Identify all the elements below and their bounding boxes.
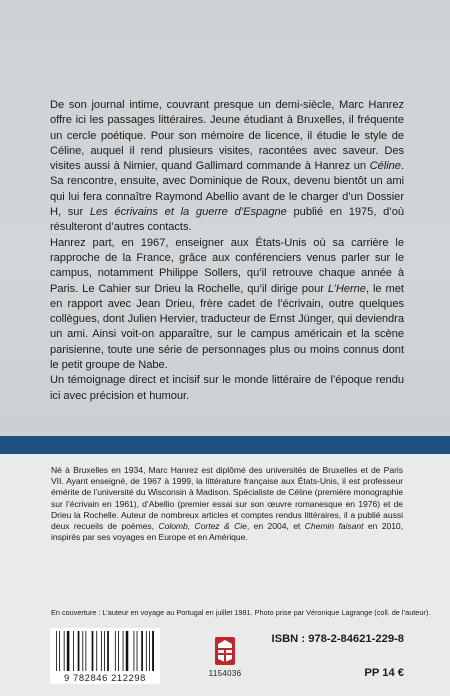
blue-divider-band	[0, 436, 450, 454]
publisher-code: 1154036	[208, 669, 242, 678]
barcode-bar	[123, 631, 124, 671]
blurb-text	[50, 98, 404, 404]
barcode-bar	[96, 631, 97, 671]
price-label: PP 14 €	[364, 667, 404, 679]
barcode-number: 9 782846 212298	[64, 672, 146, 683]
barcode-bars	[56, 631, 154, 673]
barcode	[50, 628, 160, 684]
barcode-bar	[67, 631, 70, 671]
publisher-logo	[201, 634, 249, 682]
barcode-bar	[137, 631, 138, 671]
text-run: . Sa rencontre, ensuite, avec Dominique de Roux, devenu bientôt un ami qui lui fera connaître Raymond Abellio avant de le charger d’un Dossier H, sur	[50, 160, 404, 219]
author-bio-text	[51, 465, 403, 543]
blurb-paragraph-1	[50, 98, 404, 236]
italic-title-text: Chemin faisant	[304, 521, 364, 532]
barcode-bar	[104, 631, 105, 671]
isbn-label: ISBN : 978-2-84621-229-8	[271, 633, 404, 645]
barcode-bar	[73, 631, 74, 671]
italic-title-text: Colomb, Cortez & Cie	[158, 521, 247, 532]
cover-photo-credit: En couverture : L’auteur en voyage au Portugal en juillet 1981. Photo prise par Véronique Lagrange (coll. de l’auteur).	[51, 608, 431, 617]
barcode-bar	[107, 631, 109, 671]
text-run: Un témoignage direct et incisif sur le monde littéraire de l’époque rendu ici avec précision et humour.	[50, 374, 404, 402]
barcode-bar	[59, 631, 60, 671]
text-run: publié en 1975, d’où résulteront d’autres contacts.	[50, 206, 404, 234]
barcode-bar	[64, 631, 65, 671]
text-run: en 2010, inspirés par ses voyages en Europe et en Amérique.	[51, 521, 403, 543]
barcode-bar	[115, 631, 116, 671]
blurb-paragraph-2	[50, 236, 404, 374]
barcode-bar	[82, 631, 83, 671]
publisher-logo-icon	[201, 634, 249, 670]
barcode-bar	[134, 631, 135, 671]
text-run: De son journal intime, couvrant presque un demi-siècle, Marc Hanrez offre ici les passages littéraires. Jeune étudiant à Bruxelles, il fréquente un cercle poétique. Pour son mémoire de licence, il étudie le style de Céline, auquel il rend plusieurs visites, racontées avec saveur. Des visites aussi à Nimier, quand Gallimard commande à Hanrez un	[50, 99, 404, 173]
blurb-paragraph-3	[50, 373, 404, 404]
barcode-bar	[152, 631, 154, 671]
barcode-bar	[126, 631, 129, 671]
barcode-bar	[141, 631, 143, 671]
text-run: Hanrez part, en 1967, enseigner aux États-Unis où sa carrière le rapproche de la France, grâce aux conférenciers venus parler sur le campus, notamment Philippe Sollers, qu’il retrouve chaque année à Paris. Le Cahier sur Drieu la Rochelle, qu’il dirige pour	[50, 236, 404, 295]
barcode-bar	[56, 631, 57, 671]
barcode-bar	[118, 631, 119, 671]
author-bio	[51, 465, 403, 543]
barcode-bar	[149, 631, 150, 671]
barcode-bar	[146, 631, 147, 671]
barcode-bar	[101, 631, 102, 671]
text-run: , le met en rapport avec Jean Drieu, frère cadet de l’écrivain, outre quelques collègues, dont Julien Hervier, traducteur de Ernst Jünger, qui deviendra un ami. Ainsi voit-on apparaître, sur le campus américain et la scène parisienne, toute une série de personnages plus ou moins connus dont le petit groupe de Nabe.	[50, 282, 404, 372]
italic-title-text: Céline	[369, 160, 401, 173]
italic-title-text: L’Herne	[327, 282, 366, 295]
barcode-bar	[92, 631, 94, 671]
barcode-bar	[78, 631, 80, 671]
italic-title-text: Les écrivains et la guerre d’Espagne	[89, 206, 287, 219]
text-run: Né à Bruxelles en 1934, Marc Hanrez est diplômé des universités de Bruxelles et de Paris VII. Ayant enseigné, de 1967 à 1999, la littérature française aux États-Unis, il est professeur émérite de l’université du Wisconsin à Madison. Spécialiste de Céline (première monographie sur l’écrivain en 1961), d’Abellio (premier essai sur son œuvre romanesque en 1976) et de Drieu la Rochelle. Auteur de nombreux articles et comptes rendus littéraires, il a publié aussi deux recueils de poèmes,	[51, 465, 403, 532]
text-run: , en 2004, et	[246, 521, 305, 532]
barcode-bar	[85, 631, 86, 671]
